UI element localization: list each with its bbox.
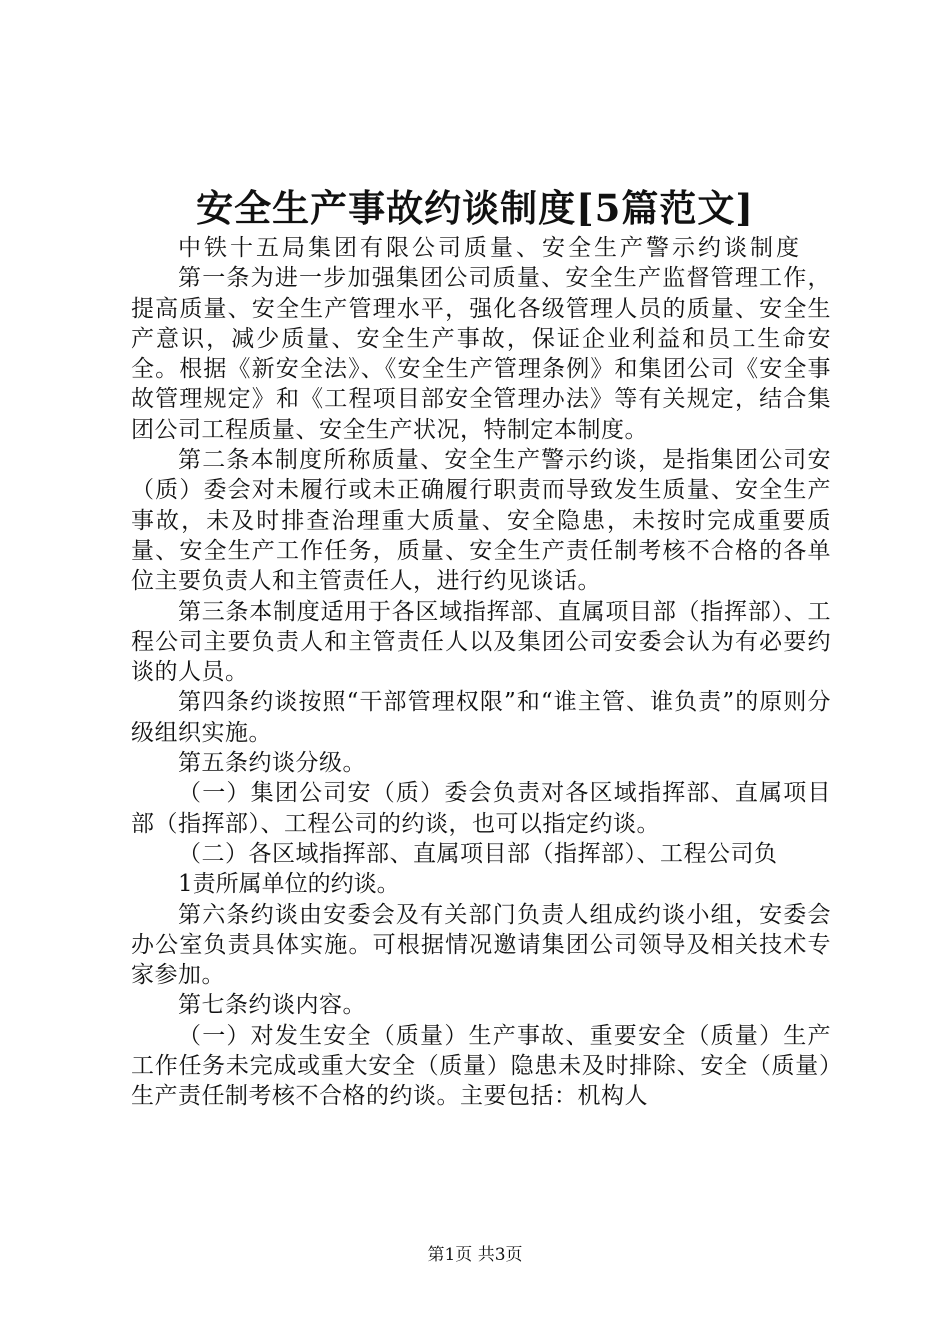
paragraph-article-3: 第三条本制度适用于各区域指挥部、直属项目部（指挥部）、工程公司主要负责人和主管责任人以及集团公司安委会认为有必要约谈的人员。: [131, 598, 831, 686]
paragraph-article-5-item-2-cont: 1责所属单位的约谈。: [178, 871, 400, 898]
paragraph-article-1: 第一条为进一步加强集团公司质量、安全生产监督管理工作，提高质量、安全生产管理水平，强化各级管理人员的质量、安全生产意识，减少质量、安全生产事故，保证企业利益和员工生命安全。根据《新安全法》、《安全生产管理条例》和集团公司《安全事故管理规定》和《工程项目部安全管理办法》等有关规定，结合集团公司工程质量、安全生产状况，特制定本制度。: [131, 265, 831, 443]
page-number: 第1页 共3页: [427, 1245, 523, 1265]
paragraph-article-7-item-1: （一）对发生安全（质量）生产事故、重要安全（质量）生产工作任务未完成或重大安全（质量）隐患未及时排除、安全（质量）生产责任制考核不合格的约谈。主要包括：机构人: [131, 1022, 831, 1110]
paragraph-article-6: 第六条约谈由安委会及有关部门负责人组成约谈小组，安委会办公室负责具体实施。可根据情况邀请集团公司领导及相关技术专家参加。: [131, 901, 831, 989]
paragraph-article-2: 第二条本制度所称质量、安全生产警示约谈，是指集团公司安（质）委会对未履行或未正确履行职责而导致发生质量、安全生产事故，未及时排查治理重大质量、安全隐患，未按时完成重要质量、安全生产工作任务，质量、安全生产责任制考核不合格的各单位主要负责人和主管责任人，进行约见谈话。: [131, 447, 831, 595]
paragraph-article-5: 第五条约谈分级。: [178, 750, 366, 777]
paragraph-article-5-item-2: （二）各区域指挥部、直属项目部（指挥部）、工程公司负: [178, 840, 778, 867]
paragraph-article-7: 第七条约谈内容。: [178, 992, 366, 1019]
document-body: [131, 233, 831, 1112]
paragraph-article-4: 第四条约谈按照“干部管理权限”和“谁主管、谁负责”的原则分级组织实施。: [131, 689, 831, 746]
document-title: 安全生产事故约谈制度[5篇范文]: [196, 186, 754, 230]
paragraph-subtitle: 中铁十五局集团有限公司质量、安全生产警示约谈制度: [178, 235, 802, 261]
paragraph-article-5-item-1: （一）集团公司安（质）委会负责对各区域指挥部、直属项目部（指挥部）、工程公司的约谈，也可以指定约谈。: [131, 780, 831, 837]
